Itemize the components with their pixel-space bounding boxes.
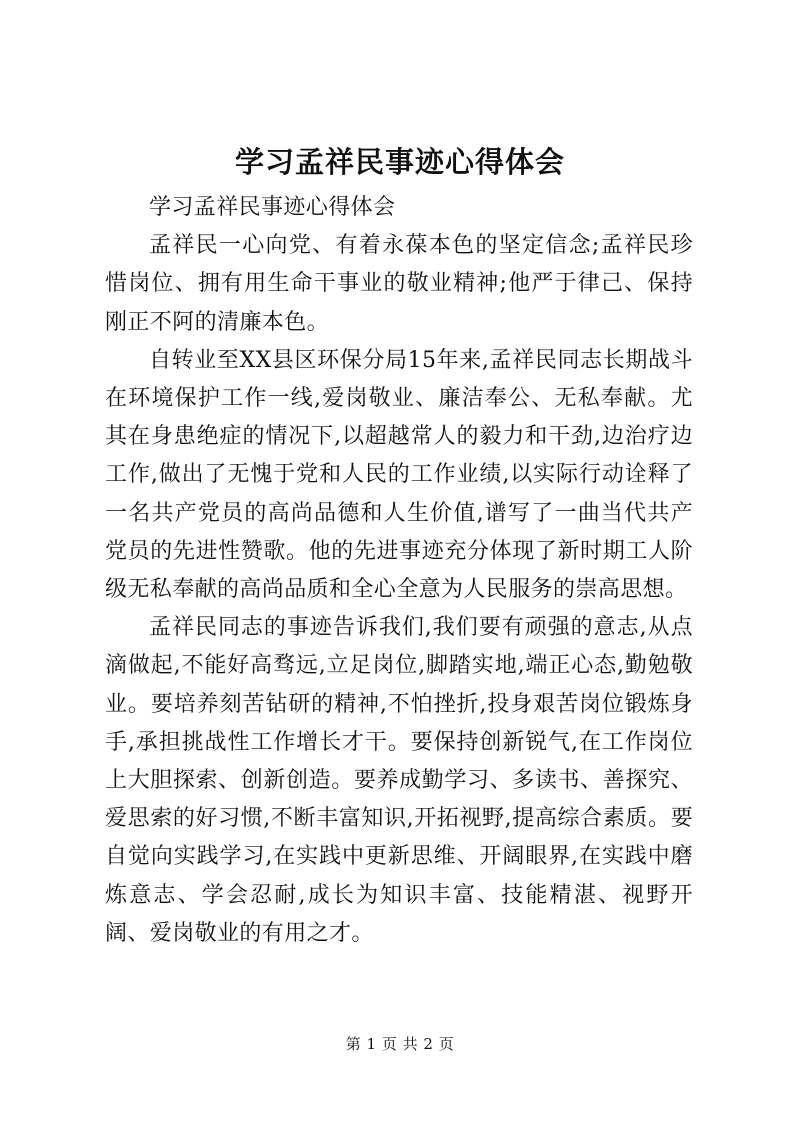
document-title: 学习孟祥民事迹心得体会 <box>234 145 565 179</box>
paragraph-3: 孟祥民同志的事迹告诉我们,我们要有顽强的意志,从点滴做起,不能好高骛远,立足岗位,脚踏实地,端正心态,勤勉敬业。要培养刻苦钻研的精神,不怕挫折,投身艰苦岗位锻炼身手,承担挑战性工作增长才干。要保持创新锐气,在工作岗位上大胆探索、创新创造。要养成勤学习、多读书、善探究、爱思索的好习惯,不断丰富知识,开拓视野,提高综合素质。要自觉向实践学习,在实践中更新思维、开阔眼界,在实践中磨炼意志、学会忍耐,成长为知识丰富、技能精湛、视野开阔、爱岗敬业的有用之才。 <box>105 615 693 946</box>
page-number-footer: 第 1 页 共 2 页 <box>345 1035 455 1053</box>
paragraph-2: 自转业至XX县区环保分局15年来,孟祥民同志长期战斗在环境保护工作一线,爱岗敬业、廉洁奉公、无私奉献。尤其在身患绝症的情况下,以超越常人的毅力和干劲,边治疗边工作,做出了无愧于党和人民的工作业绩,以实际行动诠释了一名共产党员的高尚品德和人生价值,谱写了一曲当代共产党员的先进性赞歌。他的先进事迹充分体现了新时期工人阶级无私奉献的高尚品质和全心全意为人民服务的崇高思想。 <box>105 347 693 603</box>
paragraph-1: 孟祥民一心向党、有着永葆本色的坚定信念;孟祥民珍惜岗位、拥有用生命干事业的敬业精神;他严于律己、保持刚正不阿的清廉本色。 <box>105 233 693 335</box>
document-subtitle: 学习孟祥民事迹心得体会 <box>149 195 396 220</box>
document-body <box>105 189 693 953</box>
